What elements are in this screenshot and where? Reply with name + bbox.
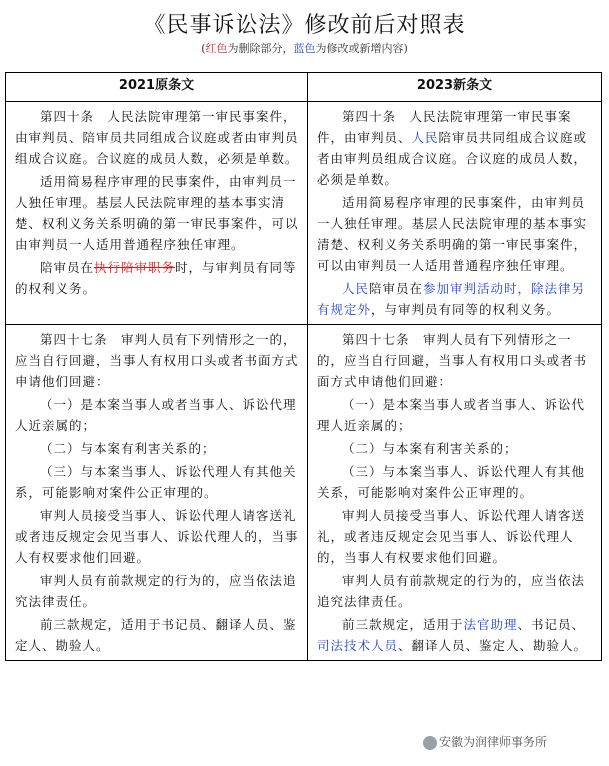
text-segment: 时，与审判员有同等的权利义务。 <box>15 260 297 296</box>
text-segment: 前三款规定，适用于书记员、翻译人员、鉴定人、勘验人。 <box>15 617 297 653</box>
text-segment: （三）与本案当事人、诉讼代理人有其他关系，可能影响对案件公正审理的。 <box>317 464 586 500</box>
text-segment: 审判人员接受当事人、诉讼代理人请客送礼或者违反规定会见当事人、诉讼代理人的，当事人有权要求他们回避。 <box>15 508 299 565</box>
text-segment: 陪审员在 <box>40 260 95 275</box>
added-text: 司法技术人员 <box>317 638 399 653</box>
legend-red-desc: 为删除部分， <box>227 42 294 55</box>
added-text: 法官助理 <box>463 617 518 632</box>
subtitle-open: ( <box>201 42 206 55</box>
text-segment: （二）与本案有利害关系的； <box>342 441 518 456</box>
legend-blue-word: 蓝色 <box>293 42 316 55</box>
article-paragraph <box>15 570 299 612</box>
text-segment: 第四十条 人民法院审理第一审民事案件，由审判员、 <box>317 109 572 145</box>
article-paragraph <box>15 394 299 436</box>
text-segment: 适用简易程序审理的民事案件，由审判员一人独任审理。基层人民法院审理的基本事实清楚、权利义务关系明确的第一审民事案件，可以由审判员一人适用普通程序独任审理。 <box>317 195 588 273</box>
article-paragraph <box>317 570 593 612</box>
text-segment: 第四十七条 审判人员有下列情形之一的，应当自行回避，当事人有权用口头或者书面方式申请他们回避： <box>15 332 299 389</box>
article-paragraph <box>317 438 593 459</box>
watermark <box>423 733 547 750</box>
text-segment: 适用简易程序审理的民事案件，由审判员一人独任审理。基层人民法院审理的基本事实清楚、权利义务关系明确的第一审民事案件，可以由审判员一人适用普通程序独任审理。 <box>15 174 299 252</box>
article-paragraph <box>15 614 299 656</box>
legend-red-word: 红色 <box>205 42 228 55</box>
column-header-new: 2023新条文 <box>308 73 602 102</box>
article-paragraph <box>317 329 593 392</box>
article-paragraph <box>317 394 593 436</box>
added-text: 人民 <box>411 130 439 145</box>
old-article-cell <box>6 325 308 661</box>
column-header-old: 2021原条文 <box>6 73 308 102</box>
table-header-row <box>6 73 602 102</box>
article-paragraph <box>15 505 299 568</box>
subtitle-close: ) <box>403 42 408 55</box>
text-segment: 、翻译人员、鉴定人、勘验人。 <box>398 638 588 653</box>
old-article-cell <box>6 102 308 325</box>
comparison-table <box>5 72 602 661</box>
text-segment: 陪审员共同组成合议庭或者由审判员组成合议庭。合议庭的成员人数，必须是单数。 <box>317 130 588 187</box>
text-segment: （一）是本案当事人或者当事人、诉讼代理人近亲属的； <box>317 397 586 433</box>
article-paragraph <box>317 192 593 276</box>
text-segment: 前三款规定，适用于 <box>342 617 464 632</box>
legend-blue-desc: 为修改或新增内容 <box>315 42 404 55</box>
article-paragraph <box>317 505 593 568</box>
text-segment: （三）与本案当事人、诉讼代理人有其他关系，可能影响对案件公正审理的。 <box>15 464 297 500</box>
page-title: 《民事诉讼法》修改前后对照表 <box>143 13 466 38</box>
article-paragraph <box>317 614 593 656</box>
text-segment: （一）是本案当事人或者当事人、诉讼代理人近亲属的； <box>15 397 297 433</box>
article-paragraph <box>15 329 299 392</box>
new-article-cell <box>308 102 602 325</box>
page-subtitle <box>0 40 609 56</box>
new-article-cell <box>308 325 602 661</box>
article-paragraph <box>15 438 299 459</box>
article-paragraph <box>15 171 299 255</box>
text-segment: 陪审员在 <box>369 281 424 296</box>
text-segment: 审判人员接受当事人、诉讼代理人请客送礼，或者违反规定会见当事人、诉讼代理人的，当事人有权要求他们回避。 <box>317 508 586 565</box>
article-paragraph <box>317 106 593 190</box>
table-row <box>6 102 602 325</box>
text-segment: 审判人员有前款规定的行为的，应当依法追究法律责任。 <box>317 573 586 609</box>
text-segment: ，与审判员有同等的权利义务。 <box>371 302 561 317</box>
text-segment: （二）与本案有利害关系的； <box>40 441 216 456</box>
text-segment: 、书记员、 <box>517 617 586 632</box>
added-text: 参加审判活动时，除法律另有规定外 <box>317 281 586 317</box>
article-paragraph <box>317 461 593 503</box>
table-row <box>6 325 602 661</box>
text-segment: 第四十条 人民法院审理第一审民事案件，由审判员、陪审员共同组成合议庭或者由审判员组成合议庭。合议庭的成员人数，必须是单数。 <box>15 109 299 166</box>
watermark-text: 安徽为润律师事务所 <box>439 735 548 749</box>
article-paragraph <box>15 257 299 299</box>
article-paragraph <box>15 106 299 169</box>
article-paragraph <box>15 461 299 503</box>
text-segment: 第四十七条 审判人员有下列情形之一的，应当自行回避，当事人有权用口头或者书面方式申请他们回避： <box>317 332 588 389</box>
wechat-logo-icon <box>423 736 437 750</box>
text-segment: 审判人员有前款规定的行为的，应当依法追究法律责任。 <box>15 573 297 609</box>
article-paragraph <box>317 278 593 320</box>
added-text: 人民 <box>342 281 370 296</box>
deleted-text: 执行陪审职务 <box>94 260 176 275</box>
